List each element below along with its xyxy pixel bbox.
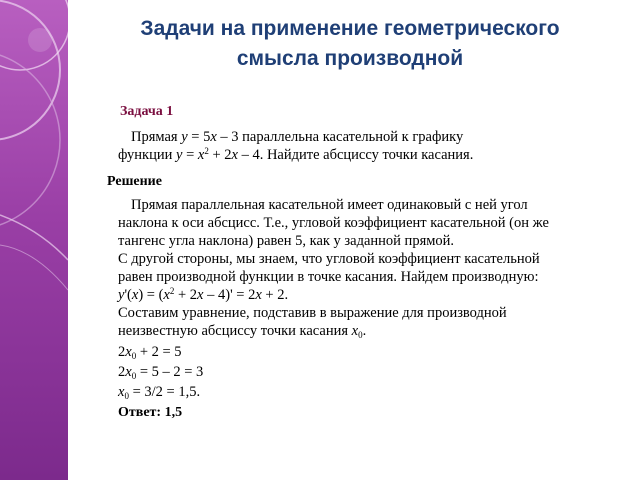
solution-line-2: наклона к оси абсцисс. Т.е., угловой коэффициент касательной (он же — [118, 215, 549, 231]
solution-line-6: Составим уравнение, подставив в выражение для производной — [118, 305, 507, 321]
derivative-formula: $y'(x) = (x^2 + 2x - 4)' = 2x + 2$. — [118, 286, 289, 303]
equation-3: $x_0 = 3/2 = 1,5$. — [118, 384, 201, 401]
task-line-2: функции $y = x^2 + 2x - 4$. Найдите абсциссу точки касания. — [118, 146, 474, 163]
equation-2: $2x_0 = 5 - 2 = 3$ — [118, 364, 204, 381]
solution-line-4: С другой стороны, мы знаем, что угловой коэффициент касательной — [118, 251, 540, 267]
decorative-circles-icon — [0, 0, 68, 480]
equation-1: $2x_0 + 2 = 5$ — [118, 344, 182, 361]
title-line-1: Задачи на применение геометрического — [140, 17, 560, 40]
page-title — [80, 14, 620, 74]
solution-line-3: тангенс угла наклона) равен 5, как у заданной прямой. — [118, 233, 455, 249]
decorative-sidebar — [0, 0, 68, 480]
answer: Ответ: 1,5 — [118, 405, 183, 420]
task-line-1: Прямая y = 5x – 3 параллельна касательной к графику — [131, 129, 464, 145]
title-line-2: смысла производной — [236, 47, 464, 70]
task-label: Задача 1 — [120, 104, 174, 119]
solution-line-7: неизвестную абсциссу точки касания $x_0$. — [118, 323, 367, 340]
solution-line-1: Прямая параллельная касательной имеет одинаковый с ней угол — [131, 197, 528, 213]
solution-label: Решение — [107, 174, 162, 189]
solution-line-5: равен производной функции в точке касания. Найдем производную: — [118, 269, 539, 285]
